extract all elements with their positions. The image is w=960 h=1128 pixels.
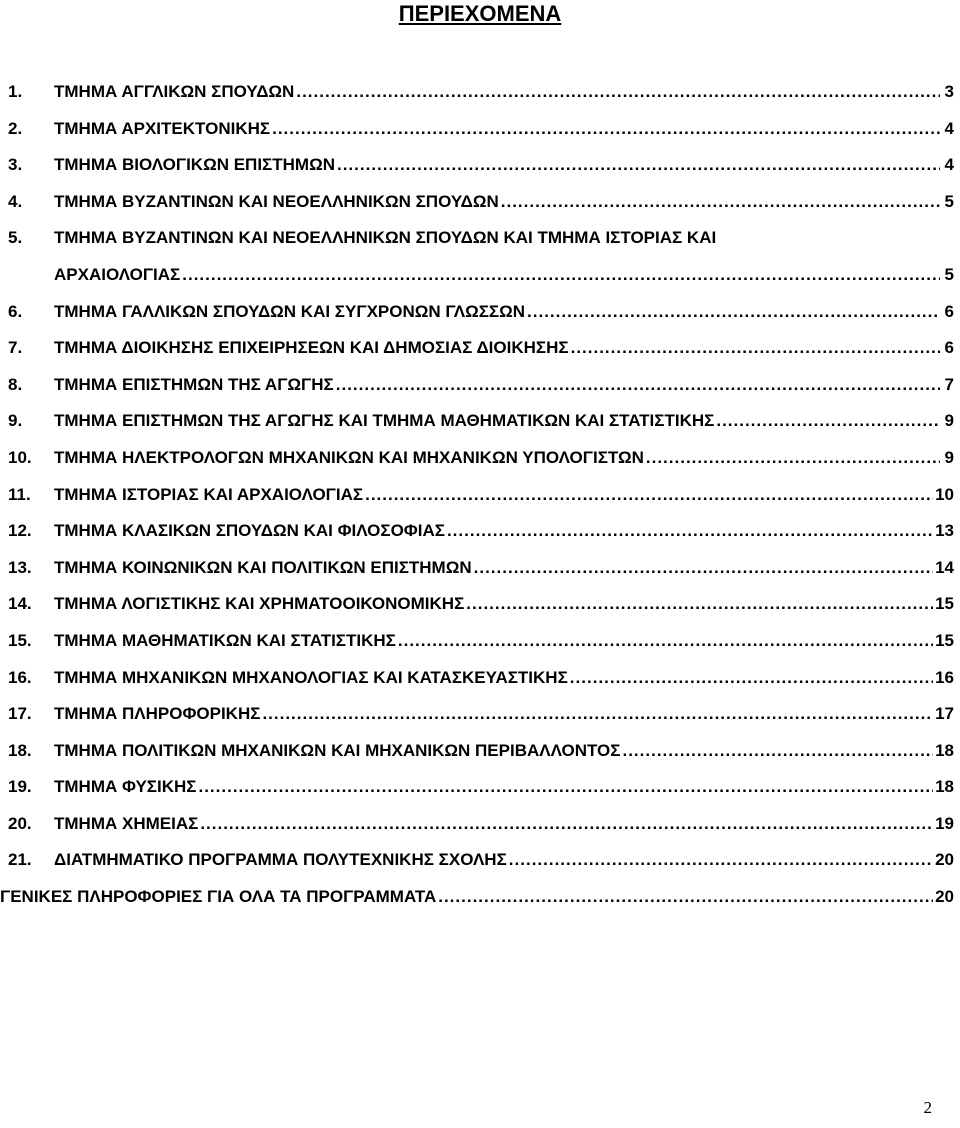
leader-dots bbox=[365, 477, 933, 513]
entry-number: 21. bbox=[8, 850, 32, 870]
entry-number: 16. bbox=[8, 667, 32, 687]
entry-page: 5 bbox=[944, 191, 954, 211]
leader-dots bbox=[272, 111, 940, 147]
entry-page: 18 bbox=[935, 777, 954, 797]
toc-entry[interactable] bbox=[8, 74, 954, 111]
toc-entry-general[interactable] bbox=[0, 879, 954, 916]
toc-entry[interactable] bbox=[8, 586, 954, 623]
entry-page: 5 bbox=[944, 264, 954, 284]
toc-entry[interactable] bbox=[8, 660, 954, 697]
entry-title: ΤΜΗΜΑ ΑΡΧΙΤΕΚΤΟΝΙΚΗΣ bbox=[54, 118, 271, 138]
entry-page: 17 bbox=[935, 704, 954, 724]
entry-title: ΤΜΗΜΑ ΠΛΗΡΟΦΟΡΙΚΗΣ bbox=[54, 704, 261, 724]
entry-number: 11. bbox=[8, 484, 31, 504]
entry-number: 19. bbox=[8, 777, 32, 797]
leader-dots bbox=[198, 769, 933, 805]
toc-entry[interactable] bbox=[8, 842, 954, 879]
entry-title: ΤΜΗΜΑ ΙΣΤΟΡΙΑΣ ΚΑΙ ΑΡΧΑΙΟΛΟΓΙΑΣ bbox=[54, 484, 364, 504]
toc-entry[interactable] bbox=[8, 330, 954, 367]
leader-dots bbox=[438, 879, 933, 915]
leader-dots bbox=[646, 440, 940, 476]
entry-title: ΤΜΗΜΑ ΚΟΙΝΩΝΙΚΩΝ ΚΑΙ ΠΟΛΙΤΙΚΩΝ ΕΠΙΣΤΗΜΩΝ bbox=[54, 557, 472, 577]
entry-title: ΤΜΗΜΑ ΒΥΖΑΝΤΙΝΩΝ ΚΑΙ ΝΕΟΕΛΛΗΝΙΚΩΝ ΣΠΟΥΔΩΝ ΚΑΙ ΤΜΗΜΑ ΙΣΤΟΡΙΑΣ ΚΑΙ bbox=[54, 228, 717, 248]
toc-entry[interactable] bbox=[8, 477, 954, 514]
page-number: 2 bbox=[923, 1098, 932, 1117]
leader-dots bbox=[466, 586, 933, 622]
leader-dots bbox=[200, 806, 933, 842]
leader-dots bbox=[716, 403, 940, 439]
toc-entry[interactable] bbox=[8, 367, 954, 404]
entry-page: 15 bbox=[935, 594, 954, 614]
entry-page: 14 bbox=[935, 557, 954, 577]
entry-page: 18 bbox=[935, 740, 954, 760]
leader-dots bbox=[336, 367, 940, 403]
entry-number: 13. bbox=[8, 557, 32, 577]
entry-number: 17. bbox=[8, 704, 32, 724]
toc-entry[interactable] bbox=[8, 769, 954, 806]
entry-page: 13 bbox=[935, 521, 954, 541]
entry-title: ΤΜΗΜΑ ΚΛΑΣΙΚΩΝ ΣΠΟΥΔΩΝ ΚΑΙ ΦΙΛΟΣΟΦΙΑΣ bbox=[54, 521, 445, 541]
entry-number: 18. bbox=[8, 740, 32, 760]
table-of-contents bbox=[0, 74, 954, 916]
entry-title: ΤΜΗΜΑ ΑΓΓΛΙΚΩΝ ΣΠΟΥΔΩΝ bbox=[54, 82, 295, 101]
toc-entry[interactable] bbox=[8, 623, 954, 660]
entry-title: ΤΜΗΜΑ ΜΗΧΑΝΙΚΩΝ ΜΗΧΑΝΟΛΟΓΙΑΣ ΚΑΙ ΚΑΤΑΣΚΕΥΑΣΤΙΚΗΣ bbox=[54, 667, 568, 687]
entry-page: 9 bbox=[944, 411, 954, 431]
toc-entry[interactable] bbox=[8, 403, 954, 440]
entry-number: 4. bbox=[8, 191, 23, 211]
leader-dots bbox=[447, 513, 933, 549]
entry-page: 3 bbox=[944, 82, 954, 101]
entry-title: ΤΜΗΜΑ ΦΥΣΙΚΗΣ bbox=[54, 777, 197, 797]
entry-number: 5. bbox=[8, 228, 23, 248]
entry-page: 19 bbox=[935, 813, 954, 833]
entry-page: 4 bbox=[944, 118, 954, 138]
entry-page: 16 bbox=[935, 667, 954, 687]
leader-dots bbox=[622, 733, 933, 769]
toc-entry[interactable] bbox=[8, 220, 954, 293]
entry-number: 14. bbox=[8, 594, 32, 614]
entry-title: ΤΜΗΜΑ ΗΛΕΚΤΡΟΛΟΓΩΝ ΜΗΧΑΝΙΚΩΝ ΚΑΙ ΜΗΧΑΝΙΚΩΝ ΥΠΟΛΟΓΙΣΤΩΝ bbox=[54, 447, 644, 467]
entry-page: 9 bbox=[944, 447, 954, 467]
toc-entry[interactable] bbox=[8, 294, 954, 331]
toc-entry[interactable] bbox=[8, 806, 954, 843]
leader-dots bbox=[337, 147, 940, 183]
leader-dots bbox=[571, 330, 940, 366]
entry-title-continued: ΑΡΧΑΙΟΛΟΓΙΑΣ bbox=[54, 264, 181, 284]
leader-dots bbox=[398, 623, 933, 659]
leader-dots bbox=[262, 696, 933, 732]
entry-number: 20. bbox=[8, 813, 32, 833]
leader-dots bbox=[501, 184, 940, 220]
leader-dots bbox=[527, 294, 940, 330]
toc-entry[interactable] bbox=[8, 147, 954, 184]
toc-entry[interactable] bbox=[8, 440, 954, 477]
entry-title: ΤΜΗΜΑ ΓΑΛΛΙΚΩΝ ΣΠΟΥΔΩΝ ΚΑΙ ΣΥΓΧΡΟΝΩΝ ΓΛΩΣΣΩΝ bbox=[54, 301, 526, 321]
entry-number: 12. bbox=[8, 521, 32, 541]
toc-entry[interactable] bbox=[8, 696, 954, 733]
entry-title: ΤΜΗΜΑ ΛΟΓΙΣΤΙΚΗΣ ΚΑΙ ΧΡΗΜΑΤΟΟΙΚΟΝΟΜΙΚΗΣ bbox=[54, 594, 465, 614]
entry-number: 7. bbox=[8, 338, 23, 358]
toc-entry[interactable] bbox=[8, 733, 954, 770]
entry-title: ΤΜΗΜΑ ΧΗΜΕΙΑΣ bbox=[54, 813, 199, 833]
entry-title: ΔΙΑΤΜΗΜΑΤΙΚΟ ΠΡΟΓΡΑΜΜΑ ΠΟΛΥΤΕΧΝΙΚΗΣ ΣΧΟΛΗΣ bbox=[54, 850, 507, 870]
leader-dots bbox=[182, 257, 940, 293]
entry-number: 6. bbox=[8, 301, 23, 321]
entry-page: 20 bbox=[935, 887, 954, 907]
entry-title: ΤΜΗΜΑ ΒΙΟΛΟΓΙΚΩΝ ΕΠΙΣΤΗΜΩΝ bbox=[54, 155, 335, 175]
entry-number: 8. bbox=[8, 374, 23, 394]
entry-page: 20 bbox=[935, 850, 954, 870]
entry-title: ΤΜΗΜΑ ΒΥΖΑΝΤΙΝΩΝ ΚΑΙ ΝΕΟΕΛΛΗΝΙΚΩΝ ΣΠΟΥΔΩΝ bbox=[54, 191, 499, 211]
entry-title: ΤΜΗΜΑ ΠΟΛΙΤΙΚΩΝ ΜΗΧΑΝΙΚΩΝ ΚΑΙ ΜΗΧΑΝΙΚΩΝ ΠΕΡΙΒΑΛΛΟΝΤΟΣ bbox=[54, 740, 621, 760]
entry-page: 6 bbox=[944, 301, 954, 321]
entry-title: ΓΕΝΙΚΕΣ ΠΛΗΡΟΦΟΡΙΕΣ ΓΙΑ ΟΛΑ ΤΑ ΠΡΟΓΡΑΜΜΑΤΑ bbox=[0, 887, 437, 907]
entry-number: 15. bbox=[8, 630, 32, 650]
toc-entry[interactable] bbox=[8, 513, 954, 550]
entry-number: 2. bbox=[8, 118, 23, 138]
toc-entry[interactable] bbox=[8, 111, 954, 148]
entry-title: ΤΜΗΜΑ ΕΠΙΣΤΗΜΩΝ ΤΗΣ ΑΓΩΓΗΣ ΚΑΙ ΤΜΗΜΑ ΜΑΘΗΜΑΤΙΚΩΝ ΚΑΙ ΣΤΑΤΙΣΤΙΚΗΣ bbox=[54, 411, 715, 431]
entry-title: ΤΜΗΜΑ ΜΑΘΗΜΑΤΙΚΩΝ ΚΑΙ ΣΤΑΤΙΣΤΙΚΗΣ bbox=[54, 630, 396, 650]
entry-number: 10. bbox=[8, 447, 32, 467]
leader-dots bbox=[570, 660, 933, 696]
toc-entry[interactable] bbox=[8, 550, 954, 587]
entry-number: 3. bbox=[8, 155, 23, 175]
entry-page: 10 bbox=[935, 484, 954, 504]
entry-page: 4 bbox=[944, 155, 954, 175]
entry-number: 9. bbox=[8, 411, 23, 431]
leader-dots bbox=[509, 842, 933, 878]
entry-page: 15 bbox=[935, 630, 954, 650]
entry-number: 1. bbox=[8, 82, 23, 101]
entry-page: 7 bbox=[944, 374, 954, 394]
page-title: ΠΕΡΙΕΧΟΜΕΝΑ bbox=[398, 1, 562, 26]
entry-title: ΤΜΗΜΑ ΔΙΟΙΚΗΣΗΣ ΕΠΙΧΕΙΡΗΣΕΩΝ ΚΑΙ ΔΗΜΟΣΙΑΣ ΔΙΟΙΚΗΣΗΣ bbox=[54, 338, 569, 358]
entry-page: 6 bbox=[944, 338, 954, 358]
leader-dots bbox=[296, 74, 940, 110]
leader-dots bbox=[474, 550, 933, 586]
entry-title: ΤΜΗΜΑ ΕΠΙΣΤΗΜΩΝ ΤΗΣ ΑΓΩΓΗΣ bbox=[54, 374, 334, 394]
toc-entry[interactable] bbox=[8, 184, 954, 221]
